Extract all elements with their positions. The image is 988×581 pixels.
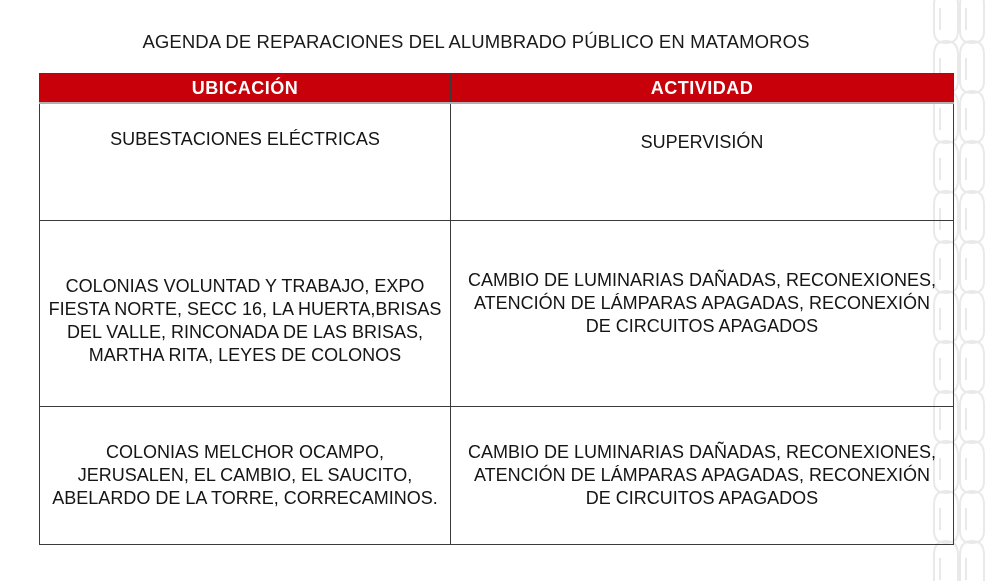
activity-cell: CAMBIO DE LUMINARIAS DAÑADAS, RECONEXIONES, ATENCIÓN DE LÁMPARAS APAGADAS, RECONEXIÓN DE CIRCUITOS APAGADOS — [451, 220, 954, 406]
column-header-location: UBICACIÓN — [40, 74, 451, 104]
location-cell: COLONIAS VOLUNTAD Y TRABAJO, EXPO FIESTA NORTE, SECC 16, LA HUERTA,BRISAS DEL VALLE, RINCONADA DE LAS BRISAS, MARTHA RITA, LEYES DE COLONOS — [40, 220, 451, 406]
location-cell: SUBESTACIONES ELÉCTRICAS — [40, 103, 451, 220]
document-title: AGENDA DE REPARACIONES DEL ALUMBRADO PÚBLICO EN MATAMOROS — [142, 31, 810, 52]
table-row — [40, 103, 954, 220]
agenda-table — [39, 73, 954, 545]
table-row — [40, 406, 954, 544]
activity-cell: CAMBIO DE LUMINARIAS DAÑADAS, RECONEXIONES, ATENCIÓN DE LÁMPARAS APAGADAS, RECONEXIÓN DE CIRCUITOS APAGADOS — [451, 406, 954, 544]
location-cell: COLONIAS MELCHOR OCAMPO, JERUSALEN, EL CAMBIO, EL SAUCITO, ABELARDO DE LA TORRE, CORRECAMINOS. — [40, 406, 451, 544]
activity-cell: SUPERVISIÓN — [451, 103, 954, 220]
table-header-row — [40, 74, 954, 104]
table-row — [40, 220, 954, 406]
column-header-activity: ACTIVIDAD — [451, 74, 954, 104]
